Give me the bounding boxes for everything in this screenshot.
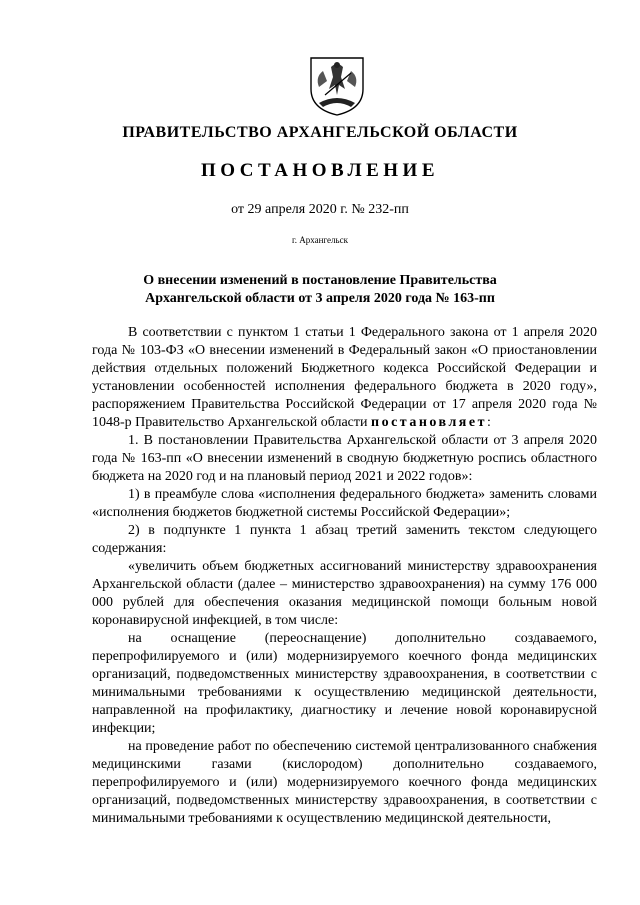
title-line-2: Архангельской области от 3 апреля 2020 года № 163-пп [145,291,495,306]
document-type: ПОСТАНОВЛЕНИЕ [200,160,440,181]
paragraph: 1. В постановлении Правительства Архангельской области от 3 апреля 2020 года № 163-пп «О внесении изменений в сводную бюджетную роспись областного бюджета на 2020 год и на плановый период 2021 и 2022 годов»: [92,433,597,484]
paragraph: на проведение работ по обеспечению системой централизованного снабжения медицинскими газами (кислородом) дополнительно создаваемого, перепрофилируемого и (или) модернизируемого коечного фонда медицинских организаций, подведомственных министерству здравоохранения, в соответствии с минимальными требованиями к осуществлению медицинской деятельности, [92,739,597,826]
paragraph: 1) в преамбуле слова «исполнения федерального бюджета» заменить словами «исполнения бюджетов бюджетной системы Российской Федерации»; [92,487,597,520]
document-body [92,324,597,828]
paragraph-text: : [486,415,491,430]
coat-of-arms-emblem [301,55,373,117]
paragraph-text: В соответствии с пунктом 1 статьи 1 Федерального закона от 1 апреля 2020 года № 103-ФЗ «О внесении изменений в Федеральный закон «О приостановлении действия отдельных положений Бюджетного кодекса Российской Федерации и установлении особенностей исполнения федерального бюджета в 2020 году», распоряжением Правительства Российской Федерации от 17 апреля 2020 года № 1048-р Правительство Архангельской области [92,325,597,430]
paragraph: на оснащение (переоснащение) дополнительно создаваемого, перепрофилируемого и (или) модернизируемого коечного фонда медицинских организаций, подведомственных министерству здравоохранения, в соответствии с минимальными требованиями к осуществлению медицинской деятельности, направленной на профилактику, диагностику и лечение новой коронавирусной инфекции; [92,631,597,736]
paragraph: «увеличить объем бюджетных ассигнований министерству здравоохранения Архангельской области (далее – министерство здравоохранения) на сумму 176 000 000 рублей для обеспечения оказания медицинской помощи больным новой коронавирусной инфекцией, в том числе: [92,559,597,628]
paragraph: 2) в подпункте 1 пункта 1 абзац третий заменить текстом следующего содержания: [92,523,597,556]
government-name: ПРАВИТЕЛЬСТВО АРХАНГЕЛЬСКОЙ ОБЛАСТИ [122,124,518,141]
title-line-1: О внесении изменений в постановление Правительства [143,273,497,288]
document-title [0,272,640,308]
resolves-word: постановляет [371,415,487,430]
date-number: от 29 апреля 2020 г. № 232-пп [231,202,409,217]
paragraph [92,324,597,432]
city: г. Архангельск [292,235,348,245]
